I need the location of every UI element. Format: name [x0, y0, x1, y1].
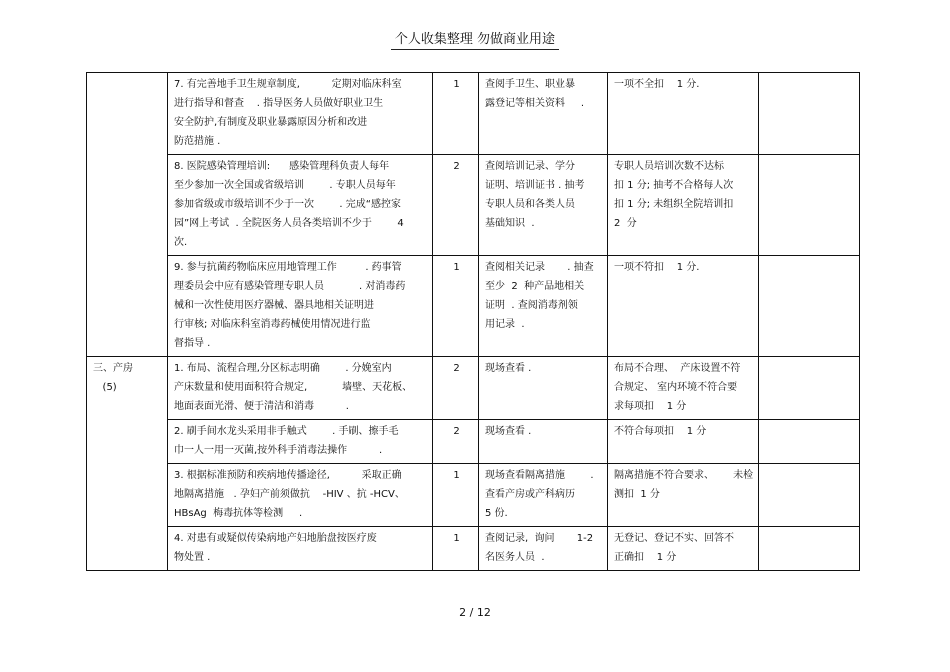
method-cell: [479, 357, 608, 420]
method-text: 查阅相关记录 . 抽查 至少 2 种产品地相关 证明 . 查阅消毒剂领 用记录 .: [485, 262, 594, 330]
deduction-cell: [608, 357, 759, 420]
inspection-table: [86, 72, 860, 571]
score-cell: [433, 527, 479, 571]
deduction-text: 布局不合理、 产床设置不符 合规定、 室内环境不符合要 求每项扣 1 分: [614, 363, 741, 412]
deduction-text: 不符合每项扣 1 分: [614, 426, 707, 437]
deduction-cell: [608, 464, 759, 527]
item-text: 2. 刷手间水龙头采用非手触式 . 手刷、擦手毛 巾一人一用一灭菌,按外科手消毒法操作 .: [174, 426, 399, 456]
deduction-cell: [608, 73, 759, 155]
score-cell: [433, 155, 479, 256]
score-value: 1: [453, 470, 460, 481]
score-cell: [433, 73, 479, 155]
deduction-text: 一项不符扣 1 分.: [614, 262, 700, 273]
deduction-text: 一项不全扣 1 分.: [614, 79, 700, 90]
item-text: 9. 参与抗菌药物临床应用地管理工作 . 药事管 理委员会中应有感染管理专职人员 . 对消毒药 械和一次性使用医疗器械、器具地相关证明进 行审核; 对临床科室消毒药械使用情况进行监 督指导 .: [174, 262, 406, 349]
method-text: 现场查看 .: [485, 426, 532, 437]
item-text: 4. 对患有或疑似传染病地产妇地胎盘按医疗废 物处置 .: [174, 533, 377, 563]
method-cell: [479, 527, 608, 571]
score-cell: [433, 464, 479, 527]
note-cell: [759, 357, 860, 420]
page-header: [0, 28, 950, 50]
item-text: 7. 有完善地手卫生规章制度, 定期对临床科室 进行指导和督查 . 指导医务人员做好职业卫生 安全防护,有制度及职业暴露原因分析和改进 防范措施 .: [174, 79, 402, 147]
note-cell: [759, 527, 860, 571]
category-cell: [87, 73, 168, 357]
method-cell: [479, 420, 608, 464]
table-row: [87, 420, 860, 464]
score-value: 1: [453, 79, 460, 90]
method-cell: [479, 155, 608, 256]
item-text: 1. 布局、流程合理,分区标志明确 . 分娩室内 产床数量和使用面积符合规定, 墙壁、天花板、 地面表面光滑、便于清洁和消毒 .: [174, 363, 413, 412]
method-text: 现场查看隔离措施 . 查看产房或产科病历 5 份.: [485, 470, 594, 519]
item-text: 3. 根据标准预防和疾病地传播途径, 采取正确 地隔离措施 . 孕妇产前须做抗 -HIV 、抗 -HCV、 HBsAg 梅毒抗体等检测 .: [174, 470, 405, 519]
deduction-text: 无登记、登记不实、回答不 正确扣 1 分: [614, 533, 734, 563]
table-row: [87, 527, 860, 571]
note-cell: [759, 256, 860, 357]
item-cell: [168, 527, 433, 571]
item-cell: [168, 73, 433, 155]
score-cell: [433, 256, 479, 357]
note-cell: [759, 420, 860, 464]
item-text: 8. 医院感染管理培训: 感染管理科负责人每年 至少参加一次全国或省级培训 . 专职人员每年 参加省级或市级培训不少于一次 . 完成“感控家 园”网上考试 . 全院医务人员各类培训不少于 4 次.: [174, 161, 404, 248]
note-cell: [759, 73, 860, 155]
page-number: 2 / 12: [459, 606, 491, 619]
score-value: 2: [453, 363, 460, 374]
category-cell: [87, 357, 168, 571]
item-cell: [168, 256, 433, 357]
deduction-text: 隔离措施不符合要求、 未检 测扣 1 分: [614, 470, 754, 500]
category-label: 三、产房 (5): [93, 363, 133, 393]
table-row: [87, 256, 860, 357]
item-cell: [168, 357, 433, 420]
note-cell: [759, 464, 860, 527]
deduction-cell: [608, 256, 759, 357]
method-text: 现场查看 .: [485, 363, 532, 374]
method-text: 查阅记录, 询问 1-2 名医务人员 .: [485, 533, 594, 563]
deduction-text: 专职人员培训次数不达标 扣 1 分; 抽考不合格每人次 扣 1 分; 未组织全院培训扣 2 分: [614, 161, 734, 229]
item-cell: [168, 464, 433, 527]
score-value: 1: [453, 533, 460, 544]
score-value: 2: [453, 426, 460, 437]
method-text: 查阅培训记录、学分 证明、培训证书 . 抽考 专职人员和各类人员 基础知识 .: [485, 161, 585, 229]
deduction-cell: [608, 420, 759, 464]
item-cell: [168, 420, 433, 464]
table-row: [87, 464, 860, 527]
table-row: [87, 155, 860, 256]
score-cell: [433, 420, 479, 464]
table-row: [87, 73, 860, 155]
score-value: 1: [453, 262, 460, 273]
note-cell: [759, 155, 860, 256]
deduction-cell: [608, 527, 759, 571]
method-cell: [479, 73, 608, 155]
method-cell: [479, 256, 608, 357]
header-text: 个人收集整理 勿做商业用途: [391, 28, 559, 50]
method-cell: [479, 464, 608, 527]
deduction-cell: [608, 155, 759, 256]
method-text: 查阅手卫生、职业暴 露登记等相关资料 .: [485, 79, 585, 109]
score-cell: [433, 357, 479, 420]
table-row: [87, 357, 860, 420]
score-value: 2: [453, 161, 460, 172]
item-cell: [168, 155, 433, 256]
